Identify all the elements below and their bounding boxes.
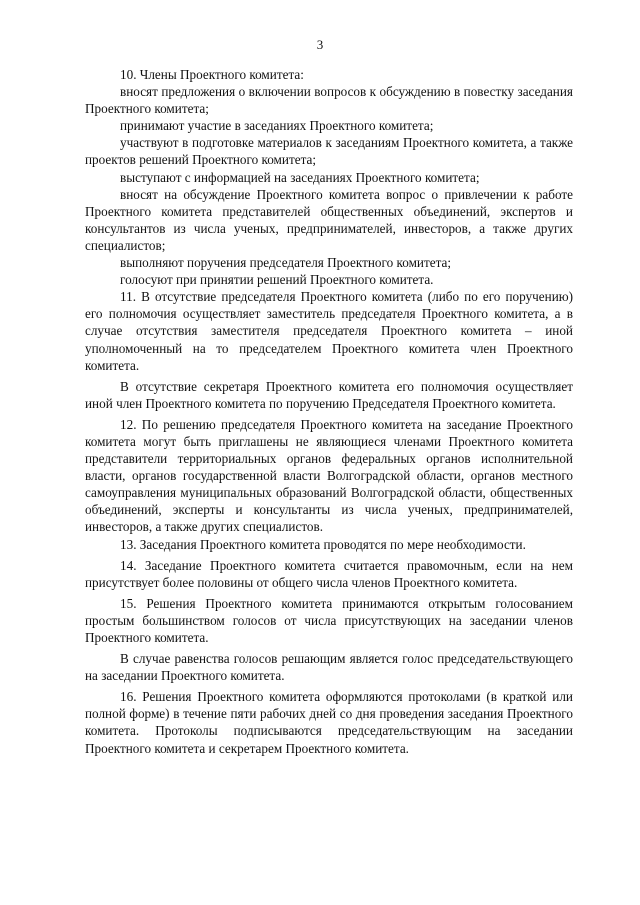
paragraph-10-item-3: участвуют в подготовке материалов к заседаниям Проектного комитета, а также проектов решений Проектного комитета; bbox=[85, 135, 573, 168]
paragraph-10-item-6: выполняют поручения председателя Проектного комитета; bbox=[120, 255, 452, 271]
document-body bbox=[85, 66, 573, 757]
paragraph-10-item-5: вносят на обсуждение Проектного комитета вопрос о привлечении к работе Проектного комитета представителей общественных объединений, экспертов и консультантов из числа ученых, предпринимателей, инвесторов, а также других специалистов; bbox=[85, 186, 573, 253]
paragraph-15-tie: В случае равенства голосов решающим является голос председательствующего на заседании Проектного комитета. bbox=[85, 651, 573, 684]
paragraph-10-item-7: голосуют при принятии решений Проектного комитета. bbox=[120, 272, 434, 288]
paragraph-11: 11. В отсутствие председателя Проектного комитета (либо по его поручению) его полномочия осуществляет заместитель председателя Проектного комитета, а в случае отсутствия заместителя председателя Проектного комитета – иной уполномоченный на то председателем Проектного комитета член Проектного комитета. bbox=[85, 289, 573, 373]
paragraph-10-item-2: принимают участие в заседаниях Проектного комитета; bbox=[120, 118, 434, 134]
paragraph-10-item-1: вносят предложения о включении вопросов к обсуждению в повестку заседания Проектного комитета; bbox=[85, 84, 573, 117]
paragraph-16: 16. Решения Проектного комитета оформляются протоколами (в краткой или полной форме) в течение пяти рабочих дней со дня проведения заседания Проектного комитета. Протоколы подписываются председательствующим на заседании Проектного комитета и секретарем Проектного комитета. bbox=[85, 689, 573, 756]
paragraph-14: 14. Заседание Проектного комитета считается правомочным, если на нем присутствует более половины от общего числа членов Проектного комитета. bbox=[85, 557, 573, 590]
paragraph-11-secretary: В отсутствие секретаря Проектного комитета его полномочия осуществляет иной член Проектного комитета по поручению Председателя Проектного комитета. bbox=[85, 378, 573, 411]
paragraph-10-item-4: выступают с информацией на заседаниях Проектного комитета; bbox=[120, 169, 480, 185]
paragraph-15: 15. Решения Проектного комитета принимаются открытым голосованием простым большинством голосов от числа присутствующих на заседании членов Проектного комитета. bbox=[85, 595, 573, 645]
page-number: 3 bbox=[316, 37, 324, 52]
paragraph-12: 12. По решению председателя Проектного комитета на заседание Проектного комитета могут быть приглашены не являющиеся членами Проектного комитета представители территориальных органов федеральных органов исполнительной власти, органов государственной власти Волгоградской области, органов местного самоуправления муниципальных образований Волгоградской области, общественных объединений, эксперты и консультанты из числа ученых, предпринимателей, инвесторов, а также других специалистов. bbox=[85, 416, 573, 535]
paragraph-10-heading: 10. Члены Проектного комитета: bbox=[120, 67, 304, 82]
paragraph-13: 13. Заседания Проектного комитета проводятся по мере необходимости. bbox=[120, 536, 526, 552]
